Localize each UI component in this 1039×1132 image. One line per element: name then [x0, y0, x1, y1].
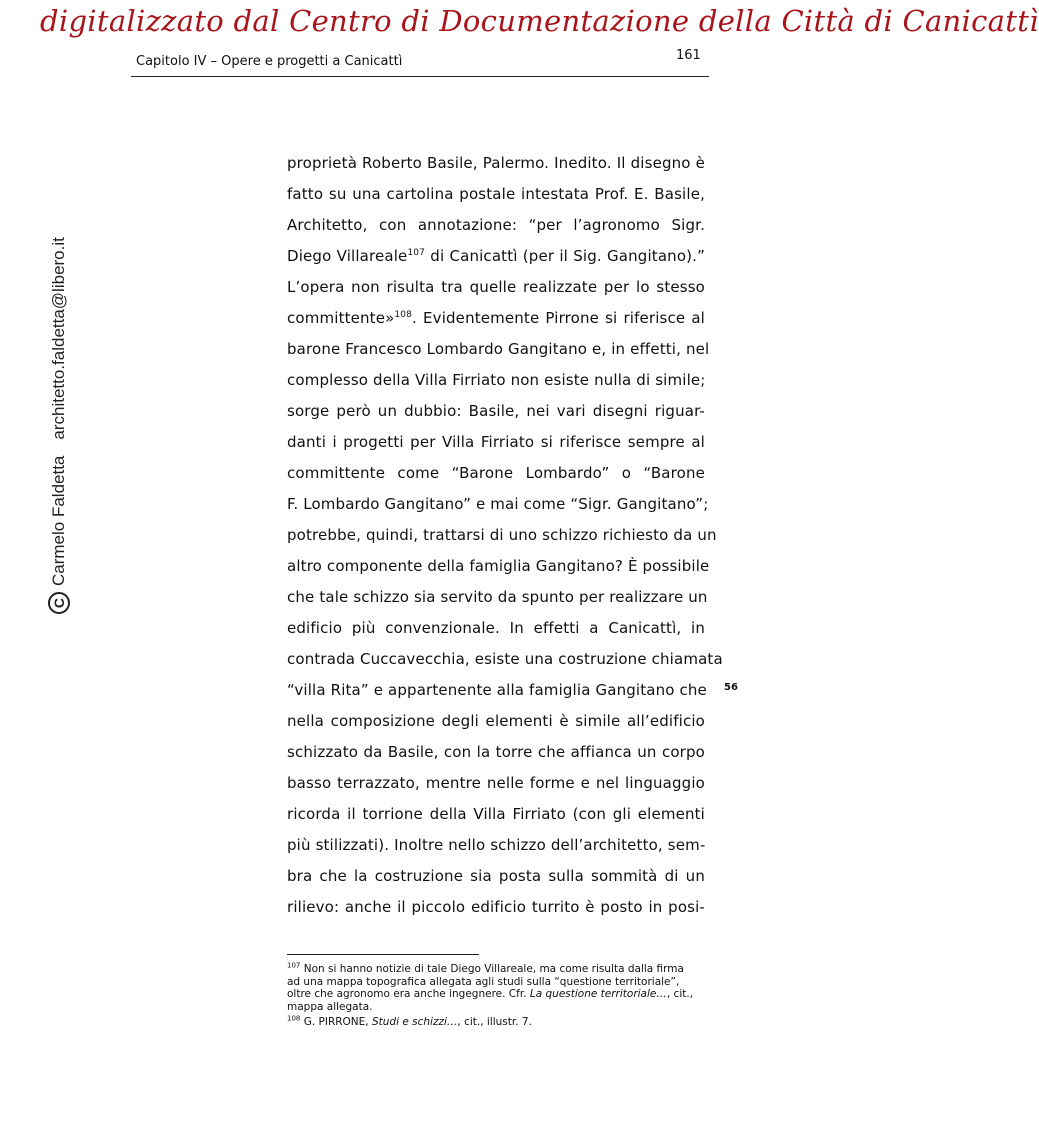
- body-line: Architetto, con annotazione: “per l’agronomo Sigr.: [287, 216, 705, 234]
- footnote-title: Studi e schizzi…: [371, 1016, 458, 1028]
- footnote-marker-108: 108: [287, 1014, 301, 1023]
- body-line: fatto su una cartolina postale intestata Prof. E. Basile,: [287, 185, 705, 203]
- margin-number: 56: [724, 682, 738, 693]
- body-line: L’opera non risulta tra quelle realizzate per lo stesso: [287, 278, 705, 296]
- body-line: edificio più convenzionale. In effetti a Canicattì, in: [287, 619, 705, 637]
- body-line: che tale schizzo sia servito da spunto per realizzare un: [287, 588, 708, 606]
- footnote-text: G. PIRRONE,: [300, 1016, 372, 1028]
- body-line-text: di Canicattì (per il Sig. Gangitano).”: [425, 247, 705, 265]
- body-line: complesso della Villa Firriato non esiste nulla di simile;: [287, 371, 706, 389]
- body-line: “villa Rita” e appartenente alla famiglia Gangitano che: [287, 681, 707, 699]
- body-line: più stilizzati). Inoltre nello schizzo dell’architetto, sem-: [287, 836, 706, 854]
- side-copyright-credit: [48, 237, 70, 614]
- footnote-107-line: [287, 988, 707, 1001]
- digitization-banner: digitalizzato dal Centro di Documentazione della Città di Canicattì: [40, 4, 1039, 38]
- footnote-text: , cit.,: [666, 988, 694, 1000]
- body-line-text: committente»: [287, 309, 395, 327]
- footnote-title: La questione territoriale…: [529, 988, 667, 1000]
- body-line: nella composizione degli elementi è simile all’edificio: [287, 712, 705, 730]
- footnote-107-line: ad una mappa topografica allegata agli studi sulla “questione territoriale”,: [287, 975, 680, 988]
- body-line: basso terrazzato, mentre nelle forme e nel linguaggio: [287, 774, 705, 792]
- side-email: architetto.faldetta@libero.it: [49, 237, 68, 440]
- body-line: schizzato da Basile, con la torre che affianca un corpo: [287, 743, 705, 761]
- page-number: 161: [676, 48, 701, 63]
- footnote-108-line: [287, 1016, 707, 1029]
- footnote-text: , cit., illustr. 7.: [457, 1016, 532, 1028]
- footnote-107-line: mappa allegata.: [287, 1000, 373, 1013]
- footnote-marker-107: 107: [287, 961, 301, 970]
- running-head: Capitolo IV – Opere e progetti a Canicattì: [136, 54, 403, 69]
- footnote-ref-108[interactable]: 108: [394, 310, 413, 320]
- body-line: contrada Cuccavecchia, esiste una costruzione chiamata: [287, 650, 723, 668]
- copyright-icon: C: [48, 592, 70, 614]
- body-line: danti i progetti per Villa Firriato si riferisce sempre al: [287, 433, 705, 451]
- body-line: proprietà Roberto Basile, Palermo. Inedito. Il disegno è: [287, 154, 705, 172]
- body-line: sorge però un dubbio: Basile, nei vari disegni riguar-: [287, 402, 705, 420]
- body-line-text: Diego Villareale: [287, 247, 408, 265]
- body-line: F. Lombardo Gangitano” e mai come “Sigr. Gangitano”;: [287, 495, 709, 513]
- footnote-text: Non si hanno notizie di tale Diego Villareale, ma come risulta dalla firma: [300, 963, 684, 975]
- body-line: bra che la costruzione sia posta sulla sommità di un: [287, 867, 705, 885]
- body-line-text: . Evidentemente Pirrone si riferisce al: [412, 309, 705, 327]
- footnote-text: oltre che agronomo era anche ingegnere. Cfr.: [287, 988, 530, 1000]
- footnote-ref-107[interactable]: 107: [407, 248, 426, 258]
- body-line: ricorda il torrione della Villa Firriato (con gli elementi: [287, 805, 705, 823]
- body-line: altro componente della famiglia Gangitano? È possibile: [287, 557, 710, 575]
- body-line: rilievo: anche il piccolo edificio turrito è posto in posi-: [287, 898, 705, 916]
- body-text: [287, 148, 723, 923]
- footnote-rule: [287, 954, 479, 955]
- side-author: Carmelo Faldetta: [49, 455, 68, 586]
- body-line: barone Francesco Lombardo Gangitano e, in effetti, nel: [287, 340, 710, 358]
- footnote-107-line: [287, 963, 707, 976]
- header-rule: [131, 76, 709, 77]
- body-line: committente come “Barone Lombardo” o “Barone: [287, 464, 705, 482]
- body-line: [287, 303, 705, 334]
- body-line: [287, 241, 705, 272]
- footnotes: [287, 963, 707, 1029]
- body-line: potrebbe, quindi, trattarsi di uno schizzo richiesto da un: [287, 526, 717, 544]
